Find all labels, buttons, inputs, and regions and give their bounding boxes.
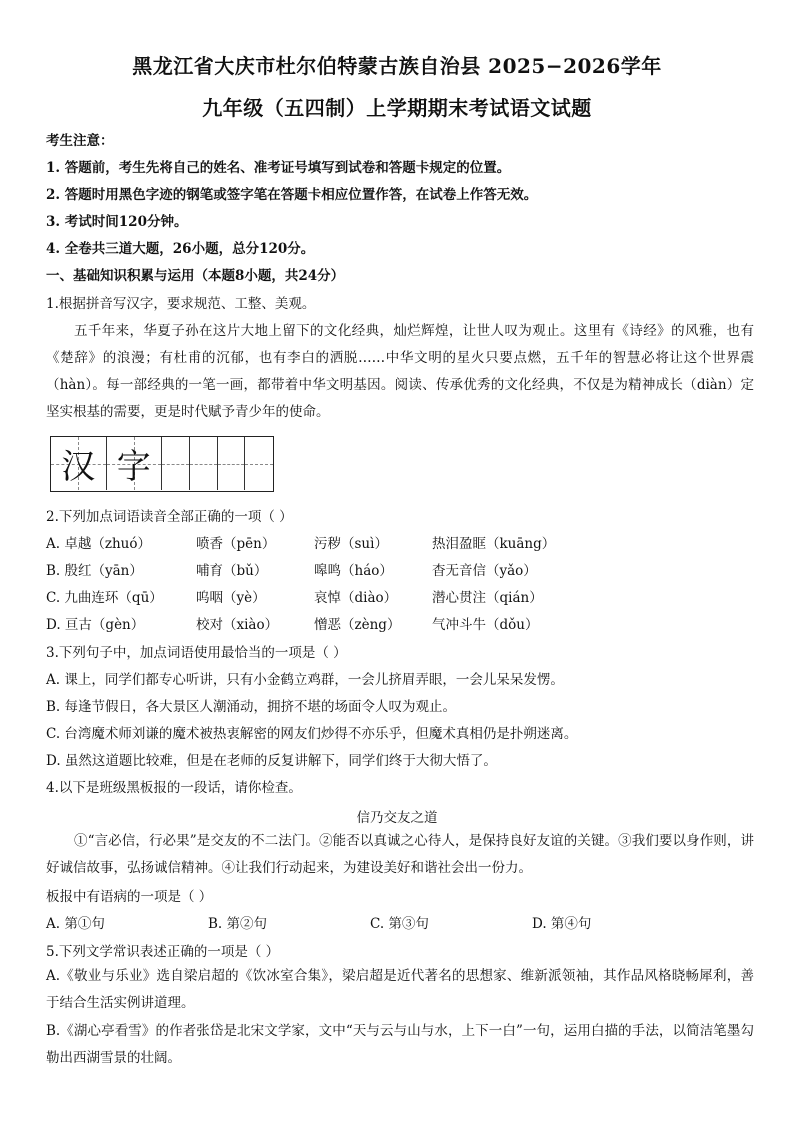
- notice-heading: 考生注意：: [46, 133, 114, 149]
- q2-option-row: C. 九曲连环（qū） 呜咽（yè） 哀悼（diào） 潜心贯注（qián）: [46, 590, 543, 606]
- writing-grid: [50, 436, 274, 492]
- q4-option: B. 第②句: [208, 916, 268, 932]
- q4-option: D. 第④句: [532, 916, 592, 932]
- grid-cell: [245, 437, 273, 490]
- notice-item: 2. 答题时用黑色字迹的钢笔或签字笔在答题卡相应位置作答，在试卷上作答无效。: [46, 187, 538, 203]
- q3-option: D. 虽然这道题比较难，但是在老师的反复讲解下，同学们终于大彻大悟了。: [46, 753, 497, 769]
- exam-title-line2: 九年级（五四制）上学期期末考试语文试题: [202, 96, 592, 120]
- grid-cell: [162, 437, 190, 490]
- board-title: 信乃交友之道: [356, 810, 438, 826]
- q5-option-b: B.《湖心亭看雪》的作者张岱是北宋文学家，文中“天与云与山与水，上下一白”一句，运用白描的手法，以简洁笔墨勾勒出西湖雪景的壮阔。: [46, 1023, 754, 1066]
- q3-option: B. 每逢节假日，各大景区人潮涌动，拥挤不堪的场面令人叹为观止。: [46, 699, 457, 715]
- q2-option-row: B. 殷红（yān） 哺育（bǔ） 嗥鸣（háo） 杳无音信（yǎo）: [46, 563, 537, 579]
- q3-option: C. 台湾魔术师刘谦的魔术被热衷解密的网友们炒得不亦乐乎，但魔术真相仍是扑朔迷离。: [46, 726, 578, 742]
- notice-item: 3. 考试时间120分钟。: [46, 214, 188, 230]
- grid-cell: 字: [107, 437, 163, 490]
- grid-cell: [190, 437, 218, 490]
- q2-stem: 2.下列加点词语读音全部正确的一项（ ）: [46, 509, 293, 525]
- q4-option: C. 第③句: [370, 916, 429, 932]
- q1-passage: 五千年来，华夏子孙在这片大地上留下的文化经典，灿烂辉煌，让世人叹为观止。这里有《诗经》的风雅，也有《楚辞》的浪漫；有杜甫的沉郁，也有李白的洒脱……中华文明的星火只要点燃，五千年的智慧必将让这个世界震（hàn）。每一部经典的一笔一画，都带着中华文明基因。阅读、传承优秀的文化经典，不仅是为精神成长（diàn）定坚实根基的需要，更是时代赋予青少年的使命。: [46, 323, 754, 420]
- exam-title-line1: 黑龙江省大庆市杜尔伯特蒙古族自治县 2025−2026学年: [132, 54, 662, 78]
- q2-option-row: D. 亘古（gèn） 校对（xiào） 憎恶（zèng） 气冲斗牛（dǒu）: [46, 617, 539, 633]
- q3-stem: 3.下列句子中，加点词语使用最恰当的一项是（ ）: [46, 645, 347, 661]
- section-heading: 一、基础知识积累与运用（本题8小题，共24分）: [46, 268, 345, 284]
- board-text: ①“言必信，行必果”是交友的不二法门。②能否以真诚之心待人，是保持良好友谊的关键。③我们要以身作则，讲好诚信故事，弘扬诚信精神。④让我们行动起来，为建设美好和谐社会出一份力。: [46, 833, 754, 876]
- grid-cell: 汉: [51, 437, 107, 490]
- grid-cell: [218, 437, 246, 490]
- q4-options: [46, 914, 754, 934]
- q2-option-row: A. 卓越（zhuó） 喷香（pēn） 污秽（suì） 热泪盈眶（kuāng）: [46, 536, 556, 552]
- q5-option-a: A.《敬业与乐业》选自梁启超的《饮冰室合集》，梁启超是近代著名的思想家、维新派领袖，其作品风格晓畅犀利，善于结合生活实例讲道理。: [46, 968, 754, 1011]
- q1-stem: 1.根据拼音写汉字，要求规范、工整、美观。: [46, 296, 316, 312]
- q4-question: 板报中有语病的一项是（ ）: [46, 889, 213, 905]
- q5-stem: 5.下列文学常识表述正确的一项是（ ）: [46, 944, 280, 960]
- q3-option: A. 课上，同学们都专心听讲，只有小金鹤立鸡群，一会儿挤眉弄眼，一会儿呆呆发愣。: [46, 672, 564, 688]
- q4-option: A. 第①句: [46, 916, 105, 932]
- notice-item: 4. 全卷共三道大题，26小题，总分120分。: [46, 241, 315, 257]
- notice-item: 1. 答题前，考生先将自己的姓名、准考证号填写到试卷和答题卡规定的位置。: [46, 160, 511, 176]
- q4-stem: 4.以下是班级黑板报的一段话，请你检查。: [46, 780, 302, 796]
